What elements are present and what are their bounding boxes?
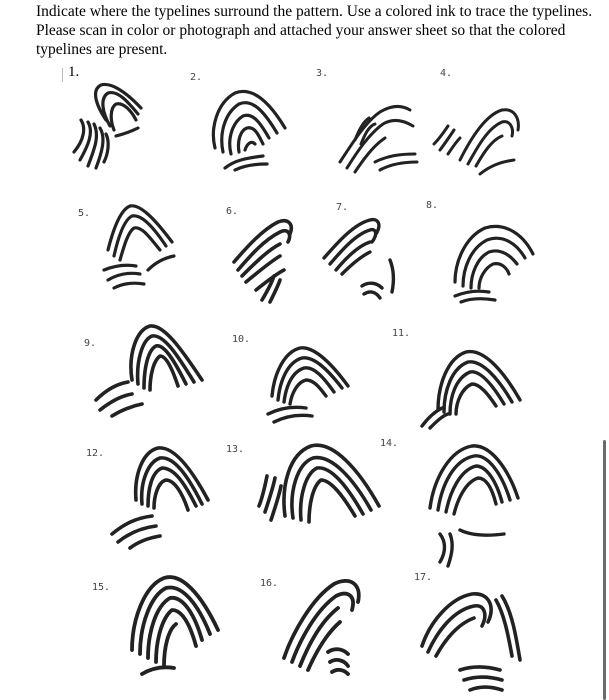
fingerprint-pattern-17	[416, 586, 526, 696]
pattern-label-5: 5.	[78, 208, 91, 219]
fingerprint-pattern-10	[262, 340, 357, 425]
pattern-label-11: 11.	[392, 328, 411, 339]
pattern-label-15: 15.	[92, 582, 111, 593]
pattern-label-8: 8.	[426, 200, 439, 211]
fingerprint-pattern-15	[122, 570, 227, 680]
pattern-label-10: 10.	[232, 334, 251, 345]
pattern-label-12: 12.	[86, 448, 105, 459]
scrollbar-thumb[interactable]	[603, 440, 606, 700]
fingerprint-pattern-16	[278, 574, 378, 679]
fingerprint-pattern-3	[335, 92, 425, 182]
fingerprint-pattern-12	[108, 440, 213, 550]
fingerprint-pattern-8	[445, 212, 540, 307]
pattern-label-3: 3.	[316, 68, 329, 79]
fingerprint-pattern-7	[320, 212, 415, 307]
pattern-label-17: 17.	[414, 572, 433, 583]
pattern-label-2: 2.	[190, 72, 203, 83]
fingerprint-pattern-14	[420, 438, 525, 568]
pattern-label-9: 9.	[84, 338, 97, 349]
left-margin-marker	[62, 68, 63, 82]
fingerprint-pattern-11	[418, 344, 528, 429]
fingerprint-pattern-5	[98, 200, 183, 295]
pattern-label-7: 7.	[336, 202, 349, 213]
fingerprint-pattern-4	[430, 100, 530, 180]
pattern-label-1: 1.	[68, 64, 80, 80]
fingerprint-pattern-2	[205, 78, 305, 173]
fingerprint-pattern-9	[92, 320, 212, 420]
fingerprint-pattern-6	[228, 210, 313, 305]
pattern-label-13: 13.	[226, 444, 245, 455]
pattern-label-4: 4.	[440, 68, 453, 79]
fingerprint-pattern-13	[255, 436, 385, 546]
instructions-text: Indicate where the typelines surround the pattern. Use a colored ink to trace the typelines. Please scan in color or photograph and attached your answer sheet so that the colored typelines are present.	[36, 3, 593, 58]
fingerprint-pattern-1	[66, 80, 166, 180]
pattern-label-6: 6.	[226, 206, 239, 217]
pattern-label-14: 14.	[380, 438, 399, 449]
pattern-label-16: 16.	[260, 578, 279, 589]
